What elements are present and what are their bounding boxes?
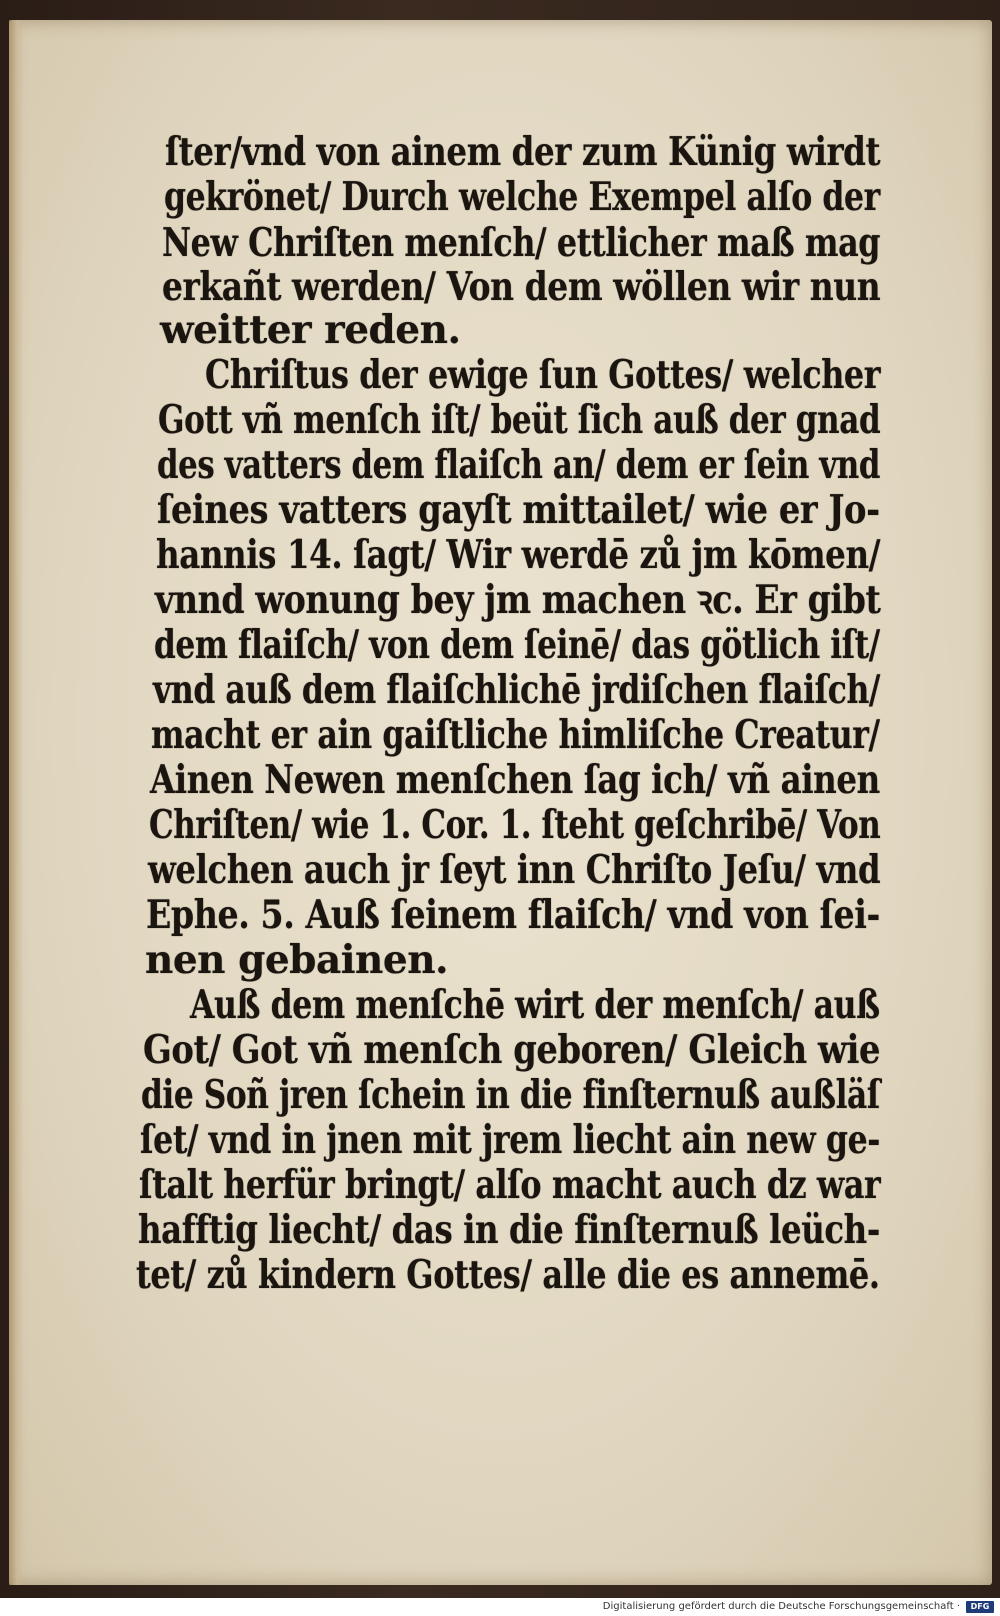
- text-line: macht er ain gaiſtliche himliſche Creatur/: [151, 712, 880, 758]
- text-line: dem flaiſch/ von dem ſeinē/ das götlich iſt/: [154, 622, 880, 668]
- dfg-logo: DFG: [966, 1601, 994, 1613]
- text-line: Got/ Got vñ menſch geboren/ Gleich wie: [143, 1027, 881, 1073]
- text-line: ſeines vatters gayſt mittailet/ wie er Jo-: [157, 487, 880, 533]
- text-line: Chriſtus der ewige ſun Gottes/ welcher: [205, 352, 881, 398]
- text-line: tet/ zů kindern Gottes/ alle die es annemē.: [136, 1252, 880, 1298]
- text-line: Ainen Newen menſchen ſag ich/ vñ ainen: [150, 757, 880, 803]
- text-line: hafftig liecht/ das in die finſternuß leüch-: [138, 1207, 880, 1253]
- text-line: ſtalt herfür bringt/ alſo macht auch dz war: [139, 1162, 881, 1208]
- text-line: nen gebainen.: [145, 937, 449, 983]
- text-line: welchen auch jr ſeyt inn Chriſto Jeſu/ vnd: [148, 847, 881, 893]
- text-line: die Soñ jren ſchein in die finſternuß außläſ: [141, 1072, 880, 1118]
- text-line: Auß dem menſchē wirt der menſch/ auß: [190, 982, 880, 1028]
- text-line: Gott vñ menſch iſt/ beüt ſich auß der gnad: [158, 397, 881, 443]
- text-line: ſet/ vnd in jnen mit jrem liecht ain new ge-: [140, 1117, 880, 1163]
- text-line: Ephe. 5. Auß ſeinem flaiſch/ vnd von ſei-: [146, 892, 880, 938]
- text-line: vnd auß dem flaiſchlichē jrdiſchen flaiſch/: [153, 667, 880, 713]
- text-line: erkañt werden/ Von dem wöllen wir nun: [162, 264, 881, 310]
- text-line: Chriſten/ wie 1. Cor. 1. ſteht geſchribē/ Von: [149, 802, 881, 848]
- text-line: weitter reden.: [160, 307, 461, 353]
- text-line: hannis 14. ſagt/ Wir werdē zů jm kōmen/: [156, 532, 881, 578]
- funding-credit: Digitalisierung gefördert durch die Deutsche Forschungsgemeinschaft ·: [602, 1601, 960, 1612]
- text-line: New Chriſten menſch/ ettlicher maß mag: [162, 220, 881, 266]
- text-line: des vatters dem flaiſch an/ dem er ſein vnd: [157, 442, 880, 488]
- text-line: ſter/vnd von ainem der zum Künig wirdt: [165, 129, 881, 175]
- text-line: vnnd wonung bey jm machen ꝛc. Er gibt: [155, 577, 881, 623]
- text-line: gekrönet/ Durch welche Exempel alſo der: [164, 174, 880, 220]
